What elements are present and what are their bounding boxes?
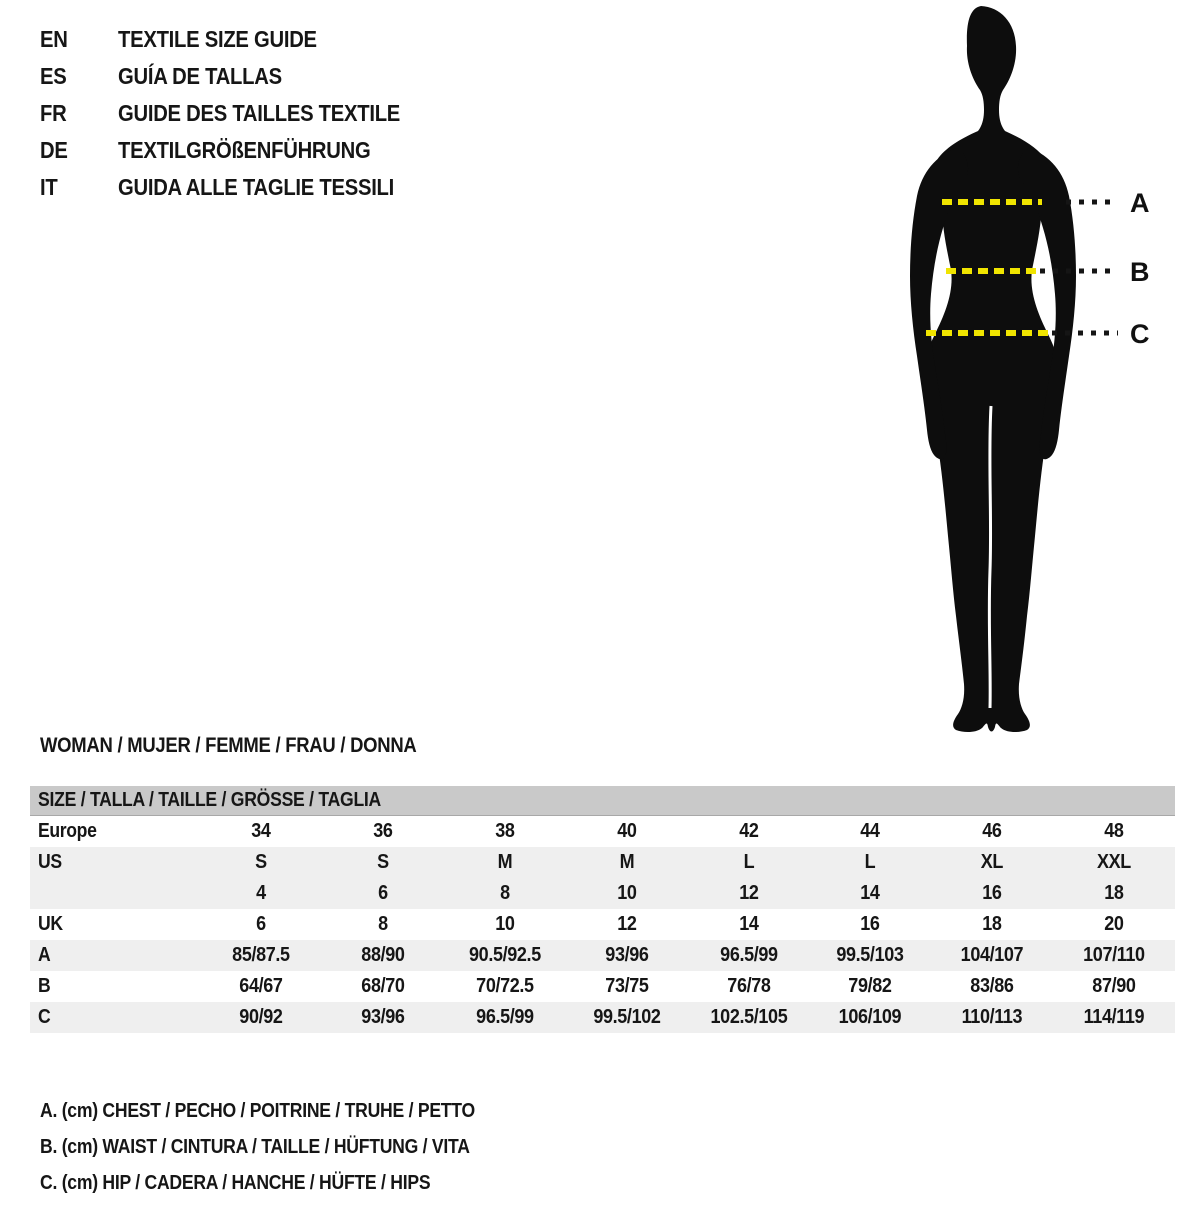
table-cell: 83/86 [970,975,1014,997]
table-cell: L [864,851,876,873]
table-cell: 42 [738,820,759,842]
table-cell: 14 [860,882,880,904]
language-row [40,173,439,200]
legend-hip [40,1172,534,1194]
row-label-text: A [38,944,51,966]
legend-chest-text: A. (cm) CHEST / PECHO / POITRINE / TRUHE / PETTO [40,1100,475,1122]
guide-title-de: TEXTILGRÖßENFÜHRUNG [118,136,371,163]
guide-title-fr: GUIDE DES TAILLES TEXTILE [118,99,401,126]
table-cell: 6 [256,913,266,935]
table-row-waist [30,971,1175,1002]
woman-body-path [924,6,1059,732]
table-cell: 48 [1104,820,1124,842]
table-cell: 90.5/92.5 [468,944,541,966]
legend-hip-text: C. (cm) HIP / CADERA / HANCHE / HÜFTE / HIPS [40,1172,431,1194]
table-row-us [30,847,1175,878]
measurement-legend [40,1100,534,1208]
table-cell: 12 [738,882,759,904]
table-row-label [30,913,200,936]
table-cell: 44 [860,820,880,842]
table-cell: 88/90 [361,944,405,966]
size-table-header-text: SIZE / TALLA / TAILLE / GRÖSSE / TAGLIA [38,789,382,811]
table-cell: 8 [499,882,510,904]
table-cell: S [255,851,267,873]
table-row-label [30,1006,200,1029]
table-cell: 6 [377,882,388,904]
table-cell: 96.5/99 [475,1006,534,1028]
table-cell: 93/96 [361,1006,405,1028]
table-cell: 38 [495,820,515,842]
language-row [40,62,439,89]
table-cell: 107/110 [1083,944,1145,966]
woman-silhouette-svg [880,0,1180,745]
table-row-label [30,820,200,843]
legend-waist-text: B. (cm) WAIST / CINTURA / TAILLE / HÜFTUNG / VITA [40,1136,470,1158]
table-row-uk [30,909,1175,940]
table-cell: XL [981,851,1004,873]
language-row [40,25,439,52]
table-row-hip [30,1002,1175,1033]
marker-a-label: A [1130,188,1150,218]
size-table-header [30,786,1175,816]
table-cell: 96.5/99 [719,944,778,966]
table-cell: 34 [251,820,271,842]
row-label-text: UK [38,913,63,935]
table-cell: 106/109 [839,1006,902,1028]
language-code: EN [40,25,68,52]
table-cell: L [743,851,754,873]
table-cell: 12 [616,913,637,935]
table-cell: XXL [1097,851,1132,873]
marker-b-label: B [1130,257,1150,287]
guide-title-en: TEXTILE SIZE GUIDE [118,25,317,52]
row-label-text: C [38,1006,51,1028]
table-row-label [30,882,200,905]
body-measurement-figure [880,0,1180,745]
table-row-label [30,975,200,998]
legend-waist [40,1136,534,1158]
language-code: FR [40,99,67,126]
table-cell: 18 [1104,882,1124,904]
table-cell: 99.5/103 [836,944,904,966]
section-title-text: WOMAN / MUJER / FEMME / FRAU / DONNA [40,734,417,757]
table-row-label [30,851,200,874]
marker-c-label: C [1130,319,1150,349]
table-cell: 4 [256,882,266,904]
table-cell: 20 [1104,913,1124,935]
language-code: DE [40,136,68,163]
table-row-chest [30,940,1175,971]
table-cell: 90/92 [239,1006,283,1028]
table-row-europe [30,816,1175,847]
table-cell: 10 [495,913,515,935]
language-code: ES [40,62,67,89]
language-code: IT [40,173,58,200]
table-cell: 46 [982,820,1002,842]
table-cell: 110/113 [961,1006,1023,1028]
language-row [40,136,439,163]
table-cell: 99.5/102 [592,1006,661,1028]
table-cell: 114/119 [1083,1006,1145,1028]
table-cell: 73/75 [604,975,649,997]
table-row-us-numeric [30,878,1175,909]
row-label-text: Europe [38,820,97,842]
leg-split-line [989,406,991,708]
table-cell: 87/90 [1092,975,1136,997]
table-row-label [30,944,200,967]
table-cell: 85/87.5 [232,944,290,966]
table-cell: 76/78 [726,975,771,997]
table-cell: 16 [860,913,880,935]
legend-chest [40,1100,534,1122]
table-cell: 18 [982,913,1002,935]
table-cell: 40 [616,820,637,842]
language-row [40,99,439,126]
table-cell: 8 [377,913,388,935]
woman-silhouette [910,6,1076,732]
table-cell: 104/107 [960,944,1024,966]
row-label-text: B [38,975,51,997]
language-title-list [40,25,439,213]
row-label-text: US [38,851,62,873]
table-cell: 14 [738,913,759,935]
size-table [30,786,1175,1033]
table-cell: 16 [982,882,1002,904]
table-cell: S [376,851,389,873]
guide-title-it: GUIDA ALLE TAGLIE TESSILI [118,173,395,200]
table-cell: M [497,851,512,873]
table-cell: 36 [373,820,393,842]
table-cell: 102.5/105 [710,1006,787,1028]
table-cell: 64/67 [239,975,283,997]
table-cell: M [619,851,634,873]
table-cell: 10 [616,882,637,904]
section-title-woman [40,734,468,758]
guide-title-es: GUÍA DE TALLAS [118,62,282,89]
table-cell: 68/70 [361,975,405,997]
table-cell: 70/72.5 [475,975,534,997]
table-cell: 93/96 [604,944,649,966]
table-cell: 79/82 [848,975,892,997]
